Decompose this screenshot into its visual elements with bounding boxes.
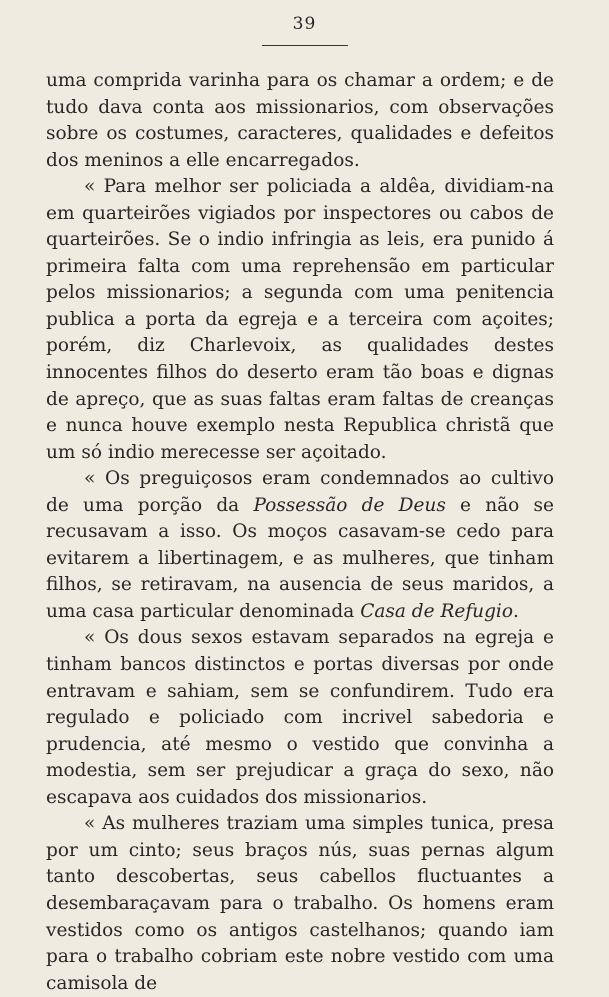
italic-term: Possessão de Deus bbox=[253, 494, 446, 516]
text-segment: uma comprida varinha para os chamar a ordem; e de tudo dava conta aos missionarios, com observações sobre os costumes, caracteres, qualidades e defeitos dos meninos a elle encarregados. bbox=[46, 70, 554, 171]
body-text bbox=[46, 68, 554, 997]
paragraph-2 bbox=[46, 174, 554, 466]
text-segment: « Os preguiçosos eram condemnados ao cultivo de uma porção da bbox=[46, 468, 554, 516]
paragraph-4 bbox=[46, 625, 554, 811]
paragraph-5 bbox=[46, 811, 554, 997]
header-rule bbox=[262, 45, 348, 46]
text-segment: « Os dous sexos estavam separados na egreja e tinham bancos distinctos e portas diversas por onde entravam e sahiam, sem se confundirem. Tudo era regulado e policiado com incrivel sabedoria e prudencia, até mesmo o vestido que convinha a modestia, sem ser prejudicar a graça do sexo, não escapava aos cuidados dos missionarios. bbox=[46, 627, 554, 808]
text-segment: e não se recusavam a isso. Os moços casavam-se cedo para evitarem a libertinagem, e as mulheres, que tinham filhos, se retiravam, na ausencia de seus maridos, a uma casa particular denominada bbox=[46, 494, 554, 622]
paragraph-1 bbox=[46, 68, 554, 174]
text-segment: « As mulheres traziam uma simples tunica, presa por um cinto; seus braços nús, suas pernas algum tanto descobertas, seus cabellos fluctuantes a desembaraçavam para o trabalho. Os homens eram vestidos como os antigos castelhanos; quando iam para o trabalho cobriam este nobre vestido com uma camisola de bbox=[46, 813, 554, 994]
text-segment: « Para melhor ser policiada a aldêa, dividiam-na em quarteirões vigiados por inspectores ou cabos de quarteirões. Se o indio infringia as leis, era punido á primeira falta com uma reprehensão em particular pelos missionarios; a segunda com uma penitencia publica a porta da egreja e a terceira com açoites; porém, diz Charlevoix, as qualidades destes innocentes filhos do deserto eram tão boas e dignas de apreço, que as suas faltas eram faltas de creanças e nunca houve exemplo nesta Republica christã que um só indio merecesse ser açoitado. bbox=[46, 176, 554, 463]
text-segment: . bbox=[512, 600, 519, 622]
page-number: 39 bbox=[292, 14, 317, 34]
paragraph-3 bbox=[46, 466, 554, 625]
italic-term: Casa de Refugio bbox=[360, 600, 513, 622]
